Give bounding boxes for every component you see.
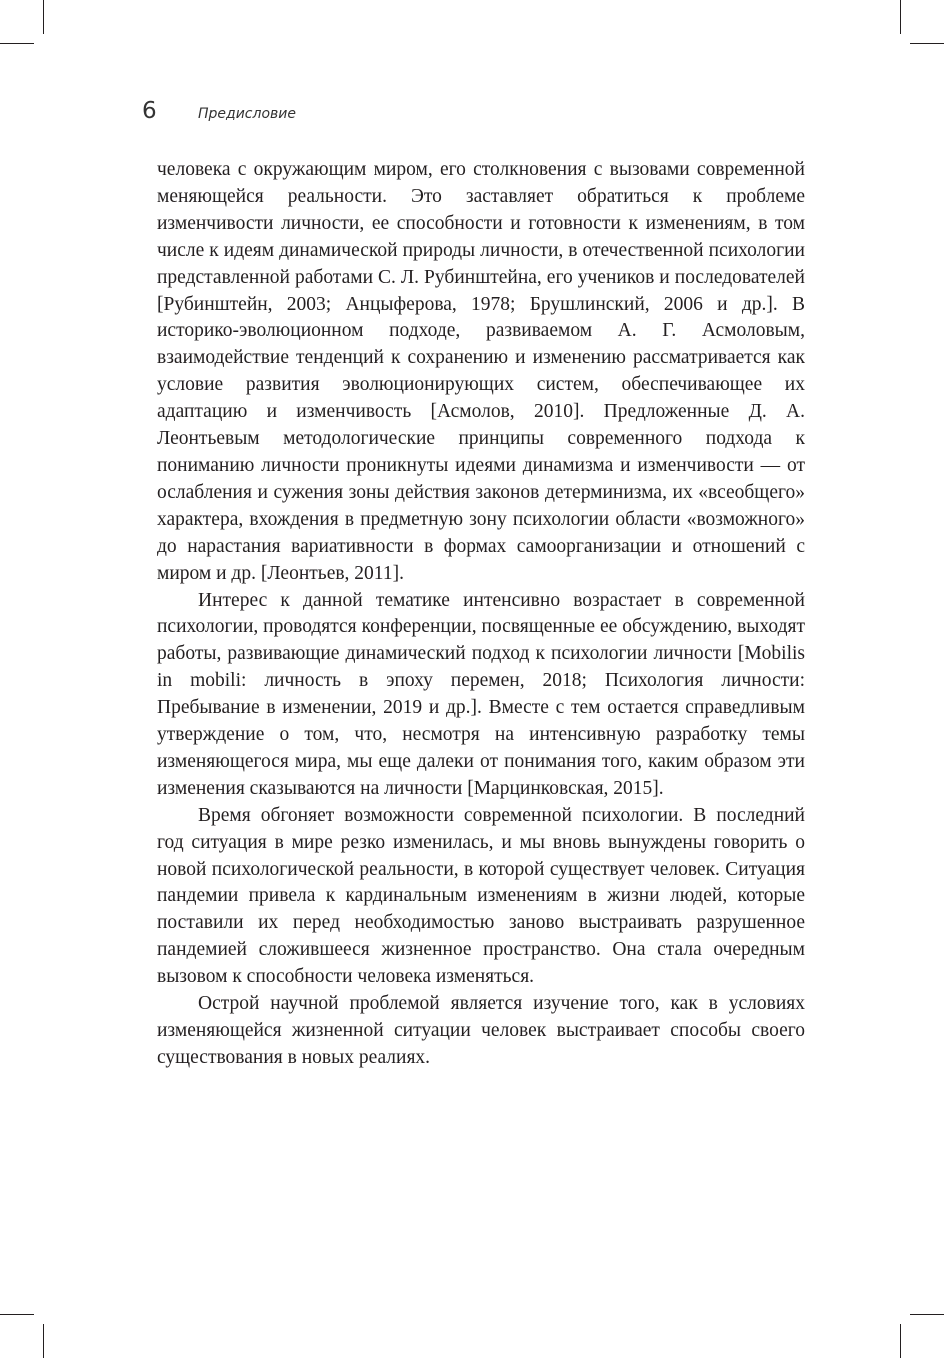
paragraph: Время обгоняет возможности современной психологии. В последний год ситуация в мире резко изменилась, и мы вновь вынуждены говорить о новой психологической реальности, в которой существует человек. Ситуация пандемии привела к кардинальным изменениям в жизни людей, которые поставили их перед необходимостью заново выстраивать разрушенное пандемией сложившееся жизненное пространство. Она стала очередным вызовом к способности человека изменяться.	[157, 804, 805, 988]
crop-mark-bottom-right-horizontal	[910, 1314, 944, 1315]
page-number: 6	[142, 98, 157, 124]
crop-mark-bottom-left-vertical	[43, 1324, 44, 1358]
paragraph: Интерес к данной тематике интенсивно возрастает в современной психологии, проводятся конференции, посвященные ее обсуждению, выходят работы, развивающие динамический подход к психологии личности [Mobilis in mobili: личность в эпоху перемен, 2018; Психология личности: Пребывание в изменении, 2019 и др.]. Вместе с тем остается справедливым утверждение о том, что, несмотря на интенсивную разработку темы изменяющегося мира, мы еще далеки от понимания того, каким образом эти изменения сказываются на личности [Марцинковская, 2015].	[157, 589, 805, 799]
paragraph: Острой научной проблемой является изучение того, как в условиях изменяющейся жизненной ситуации человек выстраивает способы своего существования в новых реалиях.	[157, 993, 805, 1068]
page-header	[142, 98, 296, 128]
paragraph: человека с окружающим миром, его столкновения с вызовами современной меняющейся реальности. Это заставляет обратиться к проблеме изменчивости личности, ее способности и готовности к изменениям, в том числе к идеям динамической природы личности, в отечественной психологии представленной работами С. Л. Рубинштейна, его учеников и последователей [Рубинштейн, 2003; Анцыферова, 1978; Брушлинский, 2006 и др.]. В историко-эволюционном подходе, развиваемом А. Г. Асмоловым, взаимодействие тенденций к сохранению и изменению рассматривается как условие развития эволюционирующих систем, обеспечивающее их адаптацию и изменчивость [Асмолов, 2010]. Предложенные Д. А. Леонтьевым методологические принципы современного подхода к пониманию личности проникнуты идеями динамизма и изменчивости — от ослабления и сужения зоны действия законов детерминизма, их «всеобщего» характера, вхождения в предметную зону психологии области «возможного» до нарастания вариативности в формах самоорганизации и отношений с миром и др. [Леонтьев, 2011].	[157, 159, 805, 584]
crop-mark-top-left-vertical	[43, 0, 44, 34]
crop-mark-top-right-horizontal	[910, 43, 944, 44]
crop-mark-top-right-vertical	[900, 0, 901, 34]
crop-mark-bottom-right-vertical	[900, 1324, 901, 1358]
crop-mark-bottom-left-horizontal	[0, 1314, 34, 1315]
crop-mark-top-left-horizontal	[0, 43, 34, 44]
running-title: Предисловие	[198, 106, 296, 122]
body-text	[157, 157, 805, 1072]
